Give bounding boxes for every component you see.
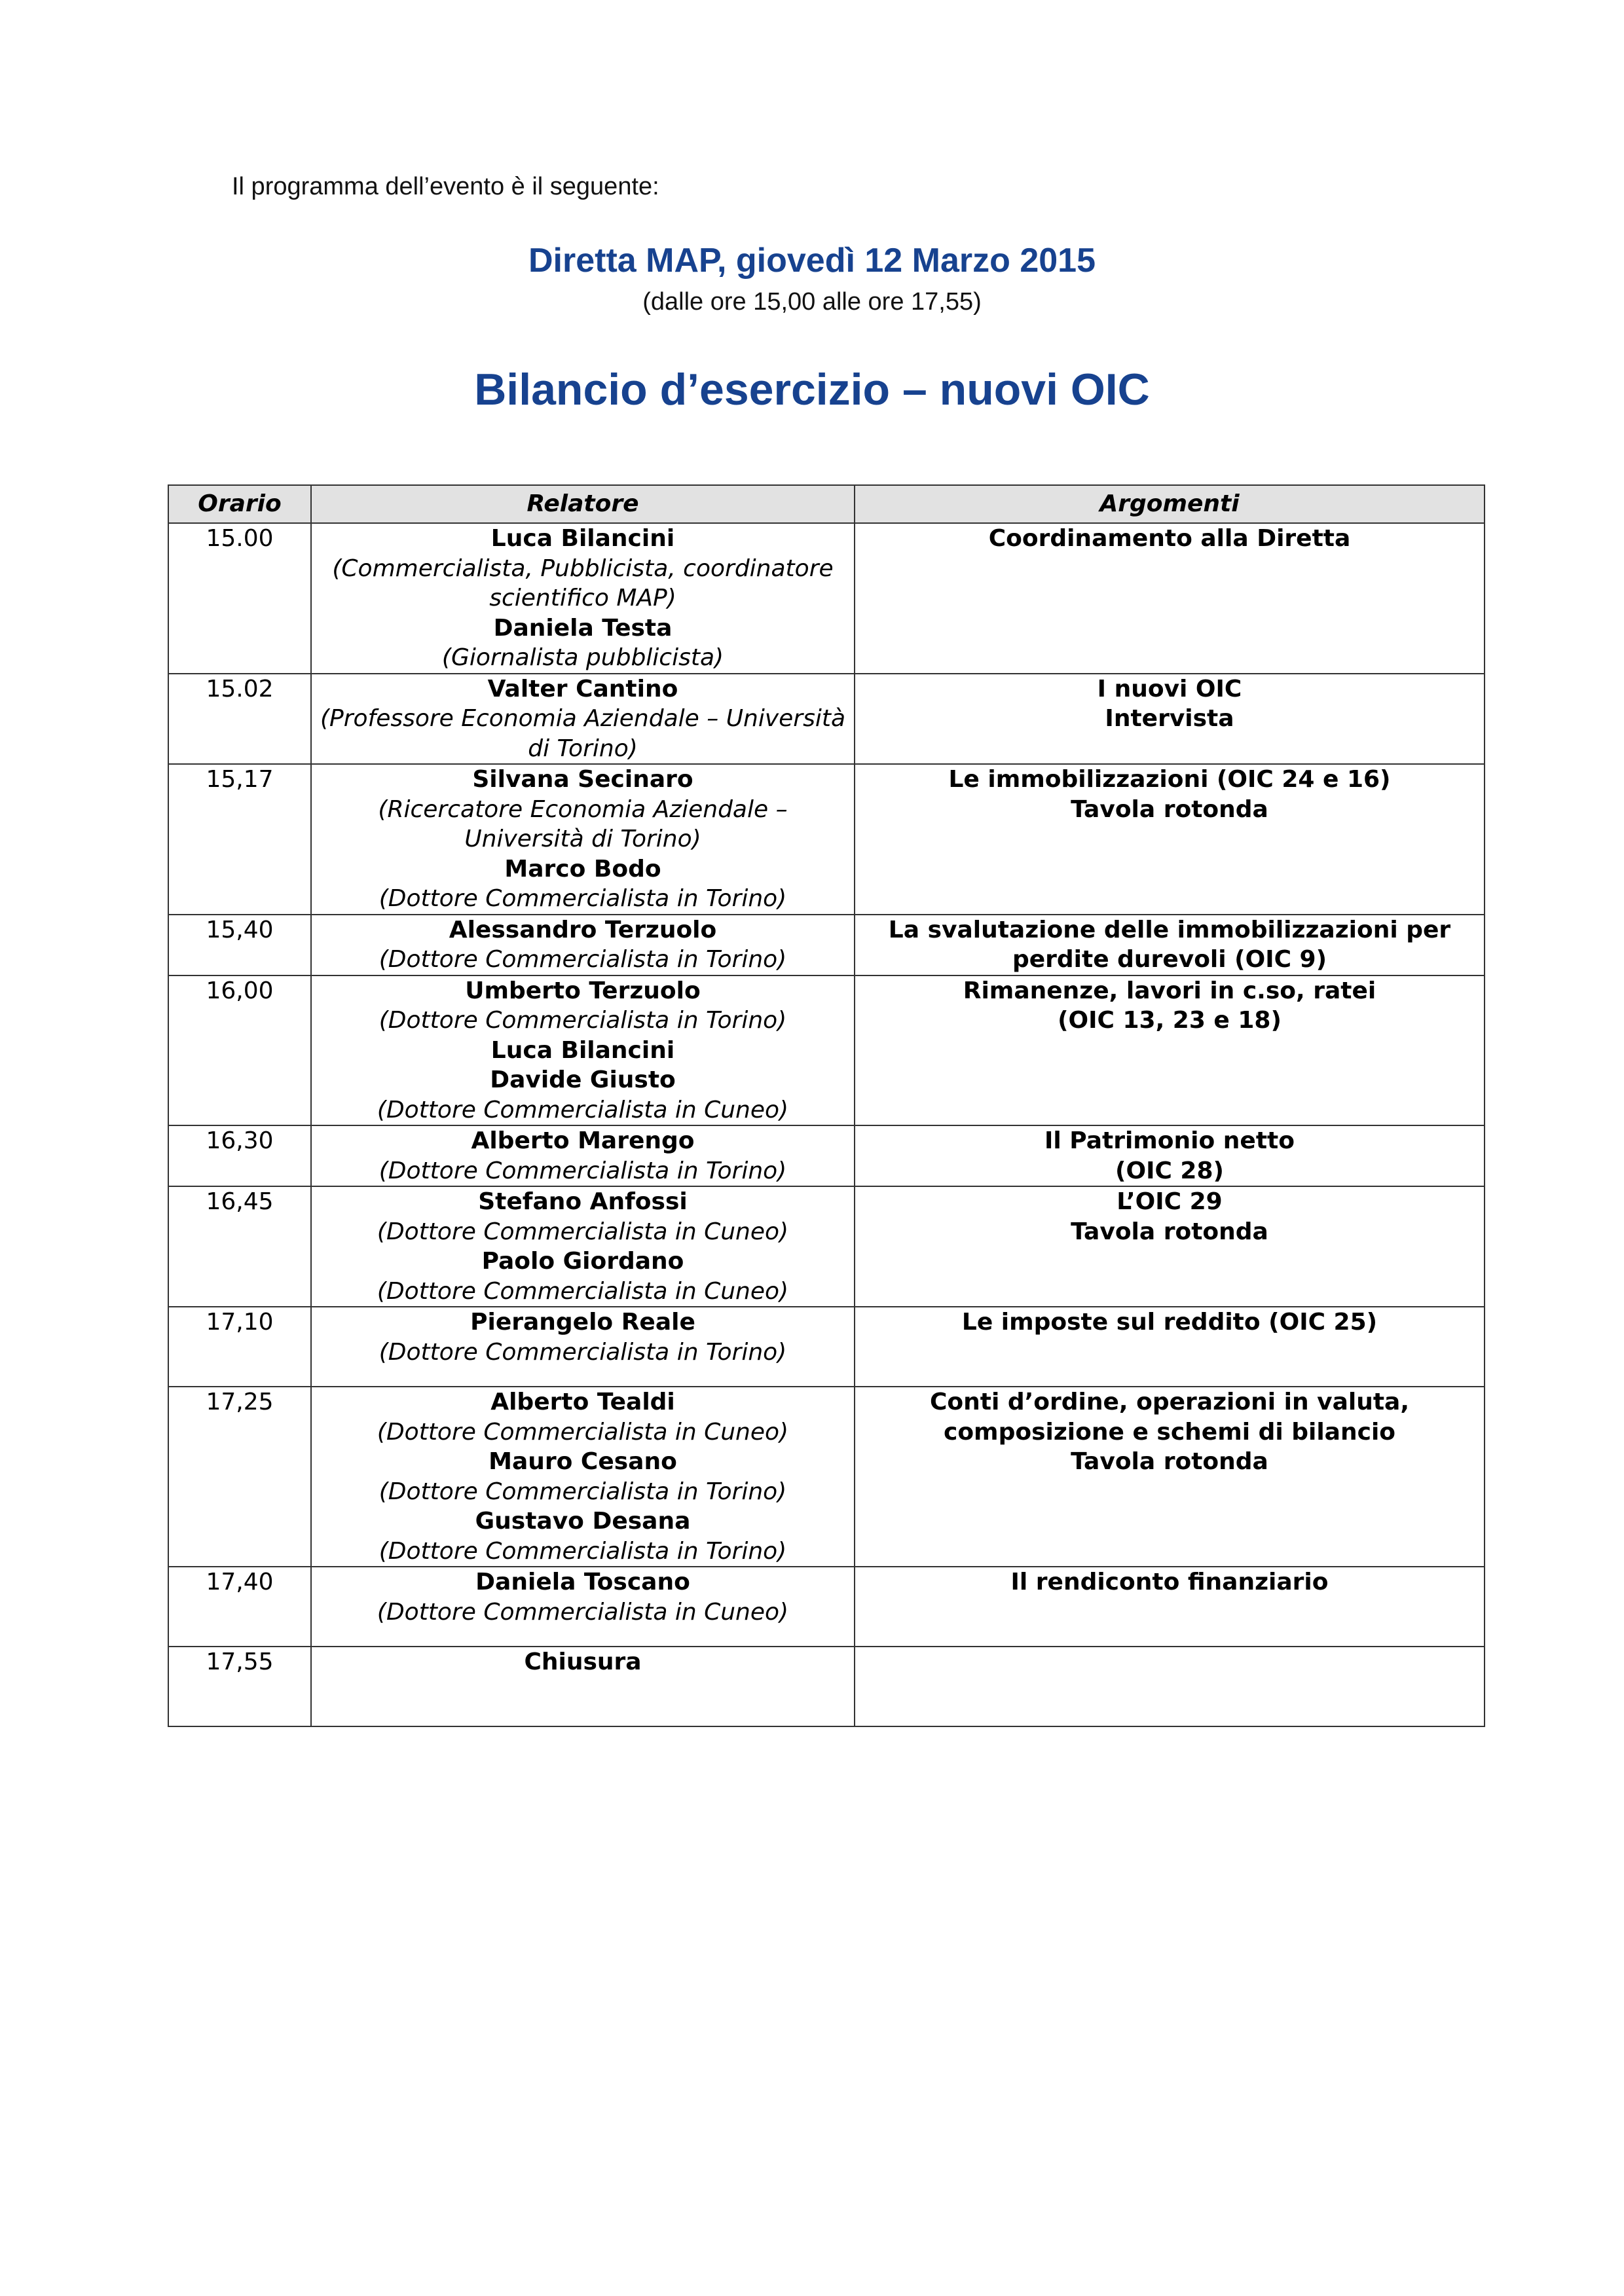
speaker-role: (Dottore Commercialista in Torino) (378, 1478, 787, 1505)
event-hours: (dalle ore 15,00 alle ore 17,55) (642, 288, 982, 316)
speaker-role: (Giornalista pubblicista) (441, 644, 724, 671)
speakers-cell (311, 1567, 855, 1647)
topic-line: Le immobilizzazioni (OIC 24 e 16) (948, 766, 1391, 793)
header-orario: Orario (168, 485, 311, 523)
speakers-cell (311, 523, 855, 674)
speakers-cell (311, 1307, 855, 1387)
topics-cell (855, 1186, 1485, 1307)
header-relatore: Relatore (311, 485, 855, 523)
speaker-role: (Dottore Commercialista in Torino) (378, 946, 787, 973)
time-cell: 17,25 (168, 1387, 311, 1567)
speaker-name: Luca Bilancini (490, 1036, 675, 1064)
speaker-name: Gustavo Desana (475, 1508, 691, 1535)
topics-cell (855, 1567, 1485, 1647)
speaker-name: Marco Bodo (504, 855, 661, 883)
speaker-name: Alberto Marengo (471, 1127, 695, 1154)
speaker-name: Daniela Testa (493, 614, 673, 642)
speaker-role: (Dottore Commercialista in Cuneo) (377, 1598, 789, 1626)
table-row (168, 915, 1485, 975)
table-header-row (168, 485, 1485, 523)
speaker-name: Alberto Tealdi (490, 1389, 675, 1415)
topics-cell (855, 975, 1485, 1126)
time-cell: 17,40 (168, 1567, 311, 1647)
table-body (168, 523, 1485, 1726)
topic-line: Tavola rotonda (1071, 795, 1268, 823)
topic-line: Il Patrimonio netto (1044, 1127, 1295, 1154)
topic-line: Tavola rotonda (1071, 1218, 1268, 1245)
speaker-role: (Dottore Commercialista in Cuneo) (377, 1096, 789, 1123)
speakers-cell (311, 764, 855, 915)
intro-text: Il programma dell’evento è il seguente: (232, 173, 659, 200)
speaker-role: (Professore Economia Aziendale – Università di Torino) (320, 705, 846, 762)
speakers-cell (311, 915, 855, 975)
speaker-role: (Dottore Commercialista in Cuneo) (377, 1218, 789, 1245)
time-cell: 16,30 (168, 1125, 311, 1186)
table-row (168, 1307, 1485, 1387)
topic-line: Il rendiconto finanziario (1010, 1569, 1329, 1595)
topics-cell (855, 1307, 1485, 1387)
speakers-cell (311, 674, 855, 765)
topics-cell (855, 764, 1485, 915)
table-row (168, 523, 1485, 674)
program-table (168, 484, 1485, 1727)
time-cell: 15.00 (168, 523, 311, 674)
speaker-name: Valter Cantino (487, 675, 678, 702)
table-row (168, 1647, 1485, 1726)
topic-line: Rimanenze, lavori in c.so, ratei (963, 977, 1376, 1004)
time-cell: 16,00 (168, 975, 311, 1126)
table-row (168, 674, 1485, 765)
speaker-role: (Dottore Commercialista in Cuneo) (377, 1277, 789, 1305)
topic-line: Coordinamento alla Diretta (988, 525, 1351, 552)
speakers-cell (311, 1125, 855, 1186)
topics-cell (855, 674, 1485, 765)
speaker-name: Mauro Cesano (489, 1448, 677, 1475)
topics-cell (855, 523, 1485, 674)
topic-line: I nuovi OIC (1097, 675, 1242, 702)
speaker-name: Silvana Secinaro (472, 766, 693, 793)
speaker-name: Pierangelo Reale (470, 1309, 695, 1336)
speaker-role: (Dottore Commercialista in Torino) (378, 1338, 787, 1366)
speaker-name: Chiusura (524, 1649, 642, 1675)
speaker-name: Luca Bilancini (490, 525, 675, 552)
time-cell: 17,55 (168, 1647, 311, 1726)
speaker-name: Daniela Toscano (475, 1569, 690, 1595)
topic-line: Le imposte sul reddito (OIC 25) (961, 1309, 1378, 1336)
topic-line: Conti d’ordine, operazioni in valuta, (929, 1389, 1410, 1415)
time-cell: 16,45 (168, 1186, 311, 1307)
speaker-name: Alessandro Terzuolo (449, 916, 717, 943)
speaker-role: (Commercialista, Pubblicista, coordinatore scientifico MAP) (332, 555, 834, 611)
table-row (168, 1387, 1485, 1567)
topic-line: La svalutazione delle immobilizzazioni per (888, 916, 1451, 943)
speaker-name: Davide Giusto (490, 1066, 676, 1093)
time-cell: 15.02 (168, 674, 311, 765)
speaker-role: (Ricercatore Economia Aziendale – Università di Torino) (378, 795, 788, 852)
topic-line: composizione e schemi di bilancio (943, 1418, 1396, 1446)
topics-cell (855, 1647, 1485, 1726)
topics-cell (855, 1125, 1485, 1186)
speaker-role: (Dottore Commercialista in Cuneo) (377, 1418, 789, 1446)
speakers-cell (311, 1387, 855, 1567)
topic-line: (OIC 13, 23 e 18) (1058, 1007, 1282, 1034)
speaker-name: Paolo Giordano (481, 1248, 684, 1275)
table-row (168, 764, 1485, 915)
table-row (168, 1186, 1485, 1307)
time-cell: 15,17 (168, 764, 311, 915)
speakers-cell (311, 1647, 855, 1726)
speaker-role: (Dottore Commercialista in Torino) (378, 1537, 787, 1565)
time-cell: 15,40 (168, 915, 311, 975)
speakers-cell (311, 1186, 855, 1307)
topic-line: Intervista (1105, 705, 1234, 732)
topic-line: L’OIC 29 (1116, 1188, 1223, 1215)
header-argomenti: Argomenti (855, 485, 1485, 523)
topic-line: (OIC 28) (1115, 1157, 1224, 1184)
speaker-name: Umberto Terzuolo (465, 977, 701, 1004)
time-cell: 17,10 (168, 1307, 311, 1387)
speaker-role: (Dottore Commercialista in Torino) (378, 1157, 787, 1184)
table-row (168, 1567, 1485, 1647)
main-title: Bilancio d’esercizio – nuovi OIC (474, 365, 1150, 414)
speaker-name: Stefano Anfossi (478, 1188, 688, 1215)
speaker-role: (Dottore Commercialista in Torino) (378, 885, 787, 912)
event-title: Diretta MAP, giovedì 12 Marzo 2015 (528, 242, 1096, 280)
table-row (168, 975, 1485, 1126)
topics-cell (855, 1387, 1485, 1567)
topics-cell (855, 915, 1485, 975)
speaker-role: (Dottore Commercialista in Torino) (378, 1007, 787, 1034)
speakers-cell (311, 975, 855, 1126)
topic-line: Tavola rotonda (1071, 1448, 1268, 1475)
table-row (168, 1125, 1485, 1186)
topic-line: perdite durevoli (OIC 9) (1012, 946, 1327, 973)
